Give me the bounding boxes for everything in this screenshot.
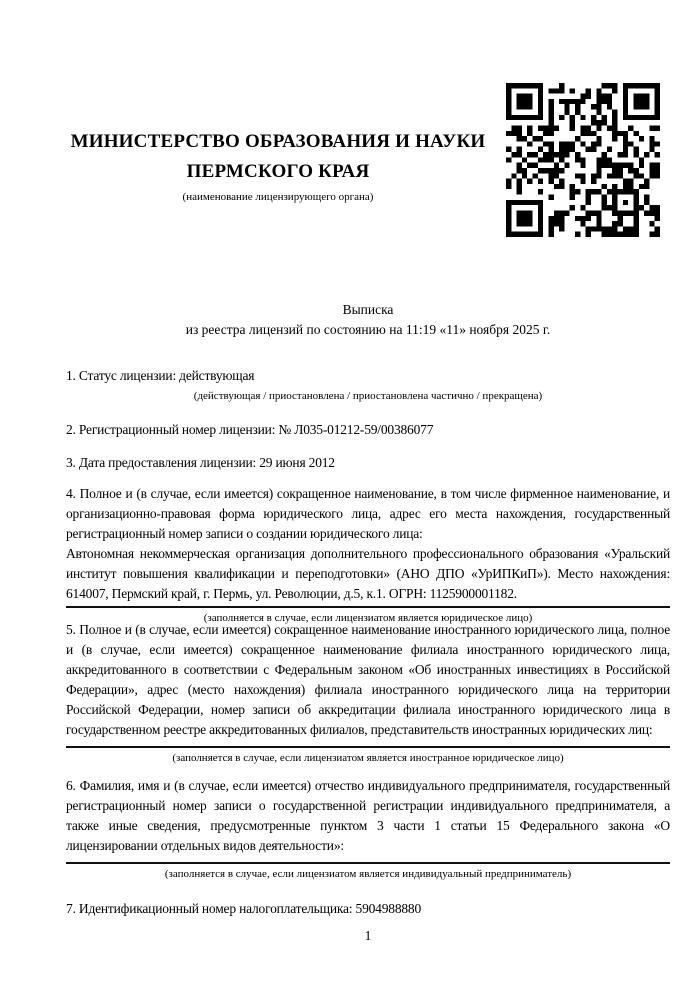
legal-entity-item — [66, 484, 670, 625]
foreign-entity-caption: (заполняется в случае, если лицензиатом является иностранное юридическое лицо) — [172, 752, 564, 764]
registration-number-item — [66, 420, 670, 440]
taxpayer-number-item — [66, 899, 670, 919]
taxpayer-number-text: 7. Идентификационный номер налогоплательщика: 5904988880 — [66, 901, 422, 916]
license-status-caption: (действующая / приостановлена / приостановлена частично / прекращена) — [193, 390, 543, 402]
document-title: Выписка — [342, 302, 394, 317]
foreign-entity-underline — [66, 746, 670, 748]
license-status-text: 1. Статус лицензии: действующая — [66, 368, 255, 383]
entrepreneur-caption: (заполняется в случае, если лицензиатом является индивидуальный предприниматель) — [164, 868, 572, 880]
legal-entity-underline — [66, 606, 670, 608]
grant-date-item — [66, 453, 670, 473]
license-status-item — [66, 366, 670, 403]
foreign-entity-item — [66, 620, 670, 765]
legal-entity-value: Автономная некоммерческая организация дополнительного профессионального образования «Уральский институт повышения квалификации и переподготовки» (АНО ДПО «УрИПКиП»). Место нахождения: 614007, Пермский край, г. Пермь, ул. Революции, д.5, к.1. ОГРН: 1125900001182. — [66, 546, 670, 601]
legal-entity-label: 4. Полное и (в случае, если имеется) сокращенное наименование, в том числе фирменное наименование, и организационно-правовая форма юридического лица, адрес его места нахождения, государственный регистрационный номер записи о создании юридического лица: — [66, 486, 670, 541]
licensing-authority-caption: (наименование лицензирующего органа) — [182, 191, 374, 203]
registration-number-text: 2. Регистрационный номер лицензии: № Л035-01212-59/00386077 — [66, 422, 434, 437]
grant-date-text: 3. Дата предоставления лицензии: 29 июня 2012 — [66, 455, 335, 470]
ministry-name-line2: ПЕРМСКОГО КРАЯ — [186, 161, 370, 182]
licensing-authority-header — [66, 127, 490, 204]
qr-code-icon — [506, 83, 660, 237]
document-title-block — [66, 300, 670, 339]
entrepreneur-label: 6. Фамилия, имя и (в случае, если имеется) отчество индивидуального предпринимателя, государственный регистрационный номер записи о государственной регистрации индивидуального предпринимателя, а также иные сведения, предусмотренные пунктом 3 части 1 статьи 15 Федерального закона «О лицензировании отдельных видов деятельности»: — [66, 778, 670, 853]
entrepreneur-item — [66, 776, 670, 881]
page-number: 1 — [364, 928, 372, 943]
entrepreneur-underline — [66, 862, 670, 864]
legal-entity-caption: (заполняется в случае, если лицензиатом является юридическое лицо) — [203, 612, 533, 624]
foreign-entity-label: 5. Полное и (в случае, если имеется) сокращенное наименование иностранного юридического лица, полное и (в случае, если имеется) сокращенное наименование филиала иностранного юридического лица, аккредитованного в соответствии с Федеральным законом «Об иностранных инвестициях в Российской Федерации», адрес (место нахождения) филиала иностранного юридического лица на территории Российской Федерации, номер записи об аккредитации филиала иностранного юридического лица в государственном реестре аккредитованных филиалов, представительств иностранных юридических лиц: — [66, 622, 670, 737]
ministry-name-line1: МИНИСТЕРСТВО ОБРАЗОВАНИЯ И НАУКИ — [70, 131, 486, 152]
document-subtitle: из реестра лицензий по состоянию на 11:19 «11» ноября 2025 г. — [185, 321, 551, 337]
